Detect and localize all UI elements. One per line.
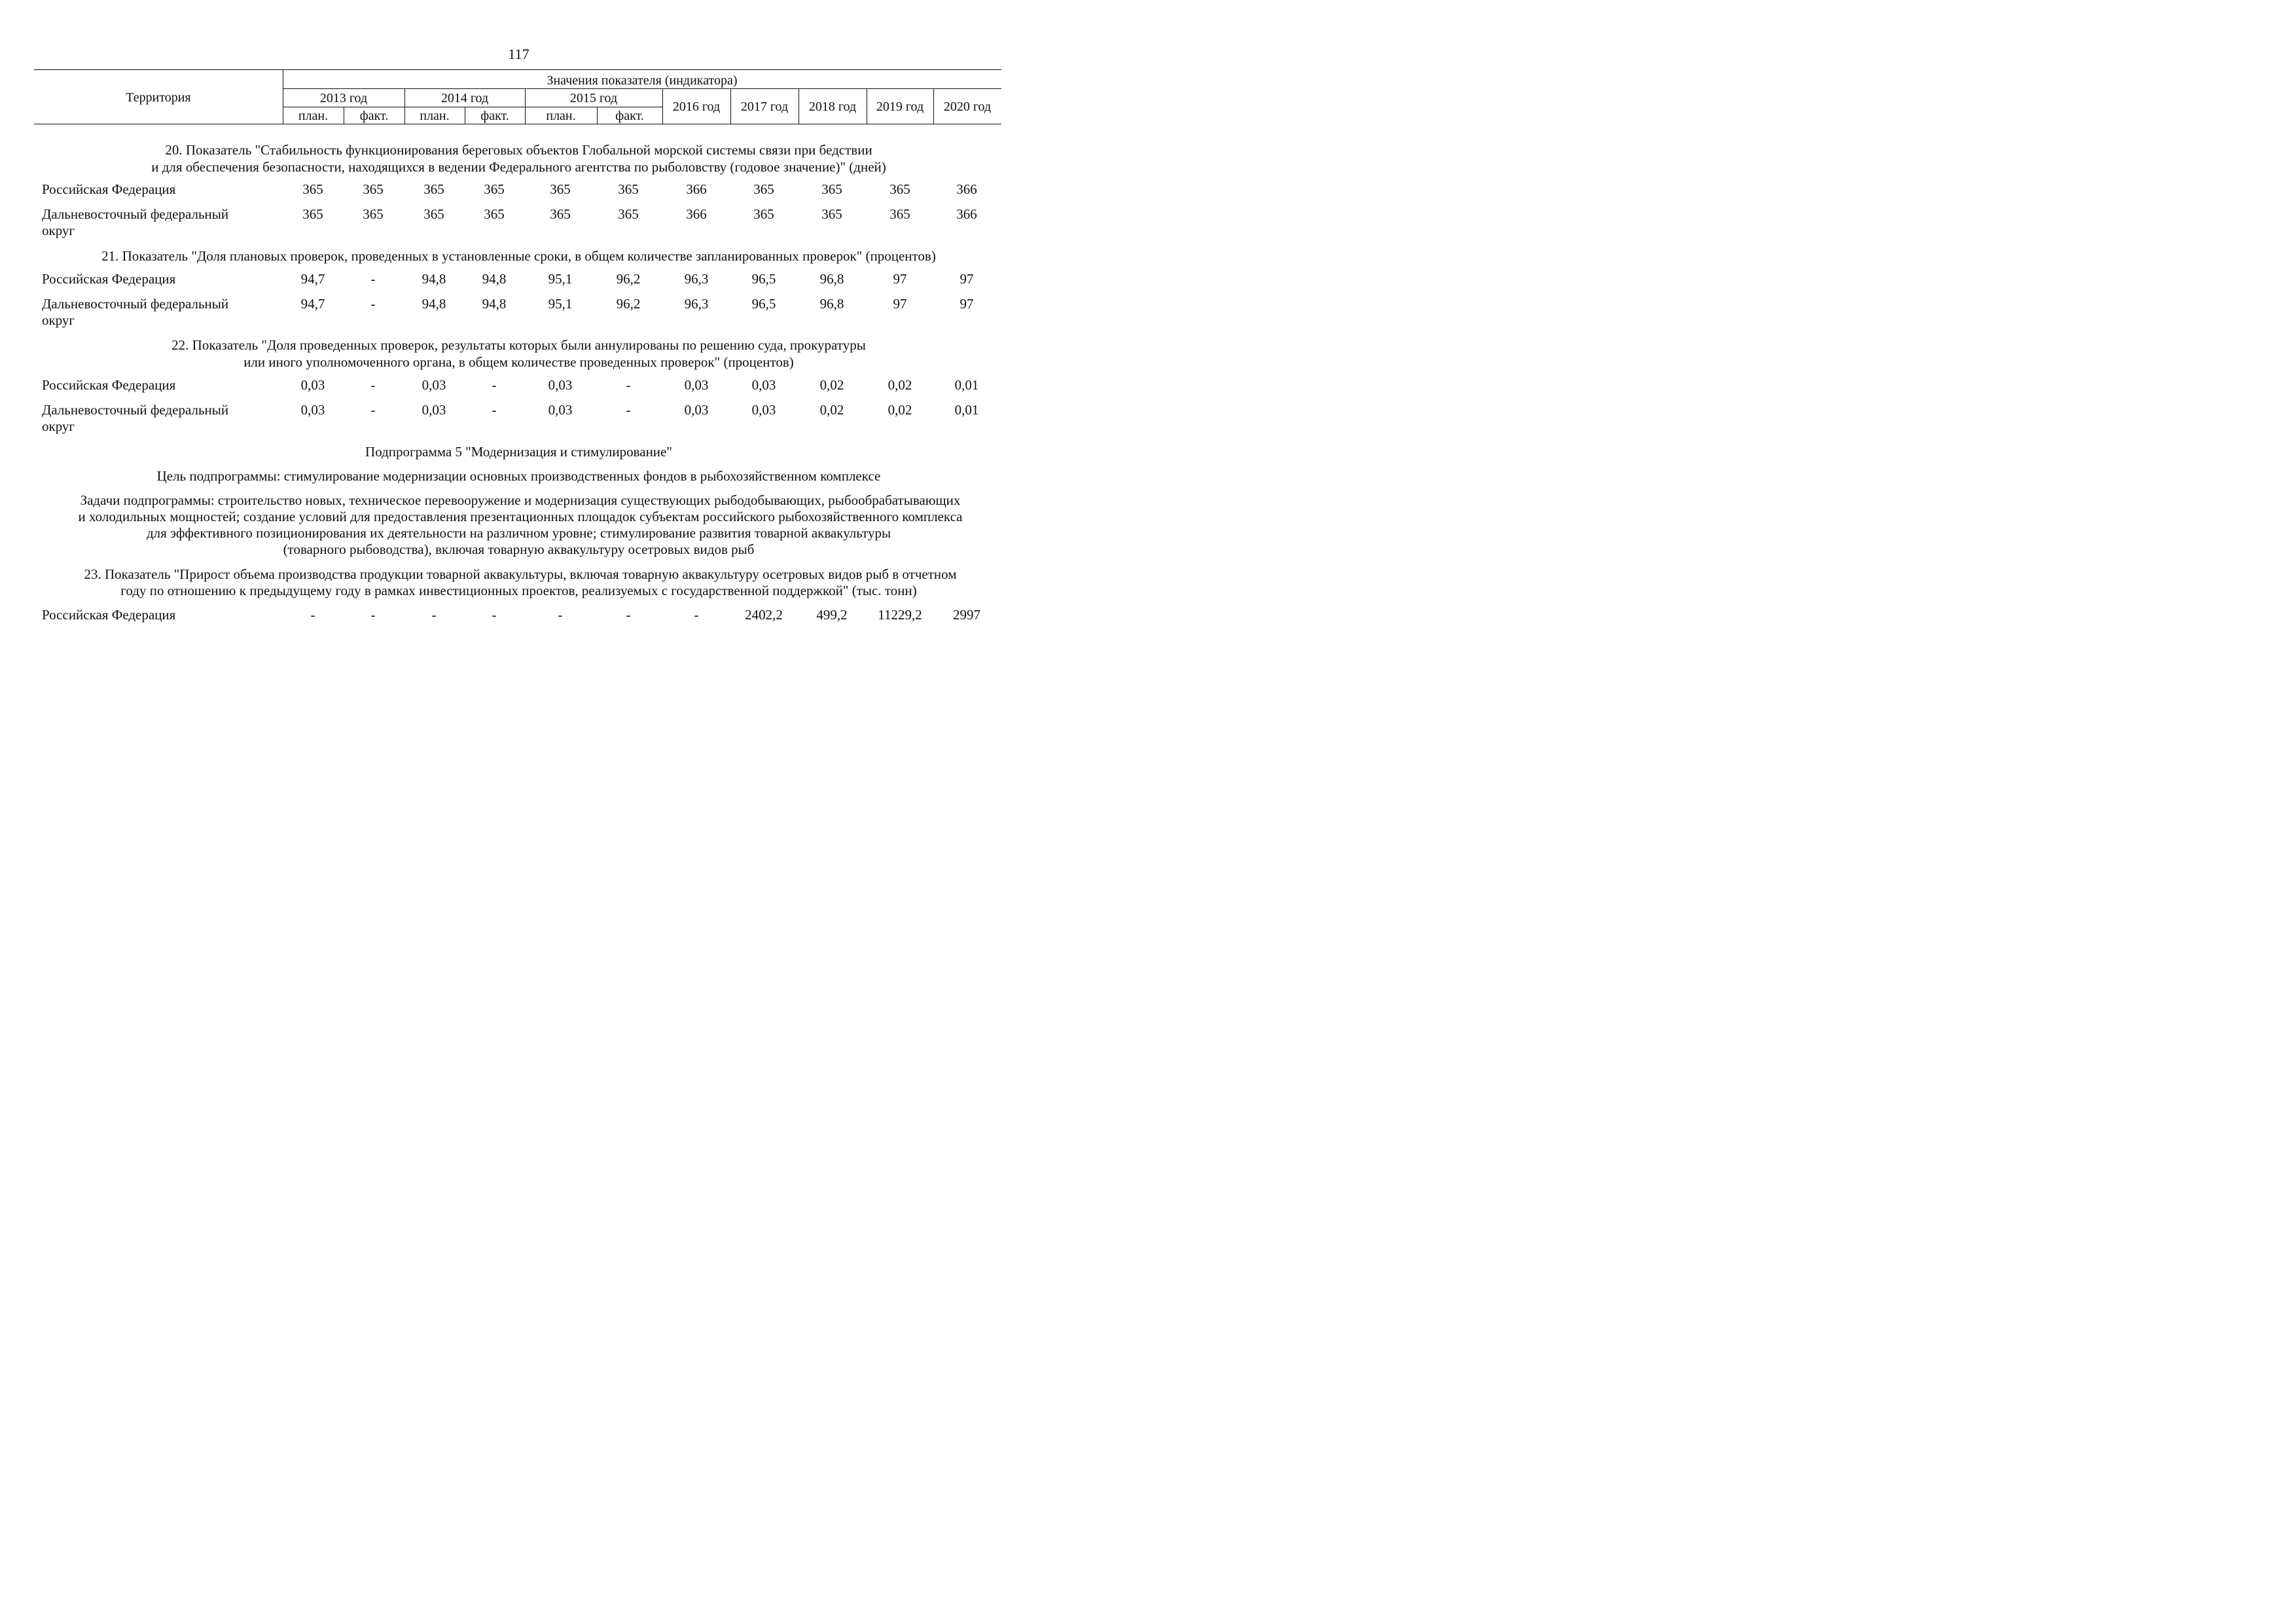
value-cell: 365 xyxy=(889,181,910,197)
value-cell: 97 xyxy=(893,296,907,312)
indicator-20-title-cont: и для обеспечения безопасности, находящихся в ведении Федерального агентства по рыболовству (годовое значение)" (дней) xyxy=(151,159,886,175)
value-cell: 0,02 xyxy=(888,402,912,418)
table-row xyxy=(0,181,1021,200)
value-cell: 365 xyxy=(821,181,842,197)
value-cell: 96,5 xyxy=(751,271,776,287)
subprogram-goal: Цель подпрограммы: стимулирование модернизации основных производственных фондов в рыбохозяйственном комплексе xyxy=(156,468,881,484)
value-cell: 96,5 xyxy=(751,296,776,312)
value-cell: - xyxy=(370,607,376,623)
value-cell: 366 xyxy=(956,181,977,197)
table-row xyxy=(0,296,1021,314)
header-territory: Территория xyxy=(126,90,191,105)
value-cell: 2997 xyxy=(953,607,980,623)
value-cell: 365 xyxy=(484,181,505,197)
value-cell: 365 xyxy=(618,181,639,197)
value-cell: 365 xyxy=(821,206,842,222)
subprogram-tasks-line: Задачи подпрограммы: строительство новых, техническое перевооружение и модернизация существующих рыбодобывающих, рыбообрабатывающих xyxy=(80,492,961,508)
value-cell: - xyxy=(492,377,497,393)
value-cell: 365 xyxy=(753,181,774,197)
value-cell: 366 xyxy=(686,181,707,197)
territory-name: Российская Федерация xyxy=(42,607,176,623)
value-cell: 97 xyxy=(960,296,974,312)
territory-name-cont: округ xyxy=(42,312,75,328)
table-header xyxy=(34,69,1001,124)
value-cell: 365 xyxy=(363,181,384,197)
indicator-21-title: 21. Показатель "Доля плановых проверок, проведенных в установленные сроки, в общем количестве запланированных проверок" (процентов) xyxy=(101,248,936,264)
value-cell: 94,8 xyxy=(482,271,507,287)
value-cell: 366 xyxy=(956,206,977,222)
value-cell: 0,01 xyxy=(954,377,979,393)
table-row xyxy=(0,271,1021,289)
header-year-2016: 2016 год xyxy=(672,100,721,114)
header-fact: факт. xyxy=(480,109,509,123)
value-cell: - xyxy=(431,607,437,623)
header-plan: план. xyxy=(298,109,329,123)
value-cell: - xyxy=(626,607,631,623)
indicator-23-title-cont: году по отношению к предыдущему году в рамках инвестиционных проектов, реализуемых с государственной поддержкой" (тыс. тонн) xyxy=(120,583,917,598)
value-cell: 366 xyxy=(686,206,707,222)
value-cell: 365 xyxy=(423,206,444,222)
value-cell: - xyxy=(370,402,376,418)
value-cell: 0,02 xyxy=(819,377,844,393)
value-cell: 365 xyxy=(423,181,444,197)
territory-name: Российская Федерация xyxy=(42,271,176,287)
value-cell: - xyxy=(310,607,315,623)
value-cell: - xyxy=(370,271,376,287)
value-cell: 0,03 xyxy=(300,377,325,393)
value-cell: 0,03 xyxy=(751,377,776,393)
territory-name: Дальневосточный федеральный xyxy=(42,296,229,312)
value-cell: 97 xyxy=(893,271,907,287)
indicator-22-title: 22. Показатель "Доля проведенных проверок, результаты которых были аннулированы по решению суда, прокуратуры xyxy=(171,337,866,353)
value-cell: 0,03 xyxy=(751,402,776,418)
header-year-2019: 2019 год xyxy=(876,100,924,114)
value-cell: 0,02 xyxy=(819,402,844,418)
value-cell: 96,2 xyxy=(616,271,641,287)
value-cell: 0,03 xyxy=(684,377,709,393)
indicator-23-title: 23. Показатель "Прирост объема производства продукции товарной аквакультуры, включая товарную аквакультуру осетровых видов рыб в отчетном xyxy=(84,566,957,582)
header-year-2018: 2018 год xyxy=(808,100,857,114)
value-cell: 94,8 xyxy=(482,296,507,312)
value-cell: 365 xyxy=(363,206,384,222)
table-row xyxy=(0,206,1021,225)
header-plan: план. xyxy=(546,109,576,123)
territory-name: Российская Федерация xyxy=(42,181,176,197)
value-cell: 365 xyxy=(550,181,571,197)
value-cell: 96,8 xyxy=(819,296,844,312)
header-fact: факт. xyxy=(615,109,644,123)
value-cell: 0,01 xyxy=(954,402,979,418)
header-plan: план. xyxy=(420,109,450,123)
header-values-title: Значения показателя (индикатора) xyxy=(547,73,738,88)
subprogram-title: Подпрограмма 5 "Модернизация и стимулирование" xyxy=(365,444,672,460)
territory-name: Дальневосточный федеральный xyxy=(42,402,229,418)
value-cell: 95,1 xyxy=(548,271,573,287)
value-cell: 0,03 xyxy=(548,402,573,418)
table-row xyxy=(0,607,1021,625)
value-cell: 0,02 xyxy=(888,377,912,393)
value-cell: - xyxy=(492,402,497,418)
header-year-2014: 2014 год xyxy=(440,91,489,105)
subprogram-tasks-line: для эффективного позиционирования их деятельности на различном уровне; стимулирование развития товарной аквакультуры xyxy=(146,525,891,541)
value-cell: - xyxy=(558,607,563,623)
value-cell: 96,2 xyxy=(616,296,641,312)
value-cell: 0,03 xyxy=(422,402,446,418)
header-fact: факт. xyxy=(359,109,389,123)
value-cell: 365 xyxy=(302,181,323,197)
value-cell: 94,8 xyxy=(422,271,446,287)
territory-name: Российская Федерация xyxy=(42,377,176,393)
value-cell: 365 xyxy=(889,206,910,222)
value-cell: - xyxy=(370,377,376,393)
value-cell: 96,3 xyxy=(684,296,709,312)
table-row xyxy=(0,377,1021,395)
value-cell: 2402,2 xyxy=(745,607,783,623)
header-year-2020: 2020 год xyxy=(943,100,992,114)
value-cell: 365 xyxy=(550,206,571,222)
value-cell: 0,03 xyxy=(684,402,709,418)
header-year-2013: 2013 год xyxy=(319,91,368,105)
value-cell: 365 xyxy=(484,206,505,222)
value-cell: 96,8 xyxy=(819,271,844,287)
value-cell: - xyxy=(626,402,631,418)
value-cell: 365 xyxy=(302,206,323,222)
value-cell: 0,03 xyxy=(548,377,573,393)
value-cell: 365 xyxy=(618,206,639,222)
value-cell: 11229,2 xyxy=(878,607,922,623)
value-cell: 0,03 xyxy=(422,377,446,393)
page-number: 117 xyxy=(508,46,529,62)
subprogram-tasks-line: (товарного рыбоводства), включая товарную аквакультуру осетровых видов рыб xyxy=(283,541,755,557)
value-cell: 97 xyxy=(960,271,974,287)
table-row xyxy=(0,402,1021,420)
value-cell: 499,2 xyxy=(816,607,848,623)
subprogram-tasks-line: и холодильных мощностей; создание условий для предоставления презентационных площадок субъектам российского рыбохозяйственного комплекса xyxy=(78,509,963,524)
territory-name-cont: округ xyxy=(42,223,75,238)
value-cell: - xyxy=(370,296,376,312)
header-year-2017: 2017 год xyxy=(740,100,789,114)
territory-name-cont: округ xyxy=(42,418,75,434)
value-cell: 95,1 xyxy=(548,296,573,312)
territory-name: Дальневосточный федеральный xyxy=(42,206,229,222)
header-year-2015: 2015 год xyxy=(569,91,618,105)
value-cell: 365 xyxy=(753,206,774,222)
value-cell: - xyxy=(694,607,699,623)
value-cell: 94,7 xyxy=(300,296,325,312)
value-cell: - xyxy=(626,377,631,393)
value-cell: 96,3 xyxy=(684,271,709,287)
indicator-20-title: 20. Показатель "Стабильность функционирования береговых объектов Глобальной морской системы связи при бедствии xyxy=(165,142,872,158)
value-cell: - xyxy=(492,607,497,623)
value-cell: 0,03 xyxy=(300,402,325,418)
value-cell: 94,7 xyxy=(300,271,325,287)
value-cell: 94,8 xyxy=(422,296,446,312)
indicator-22-title-cont: или иного уполномоченного органа, в общем количестве проведенных проверок" (процентов) xyxy=(243,354,794,370)
